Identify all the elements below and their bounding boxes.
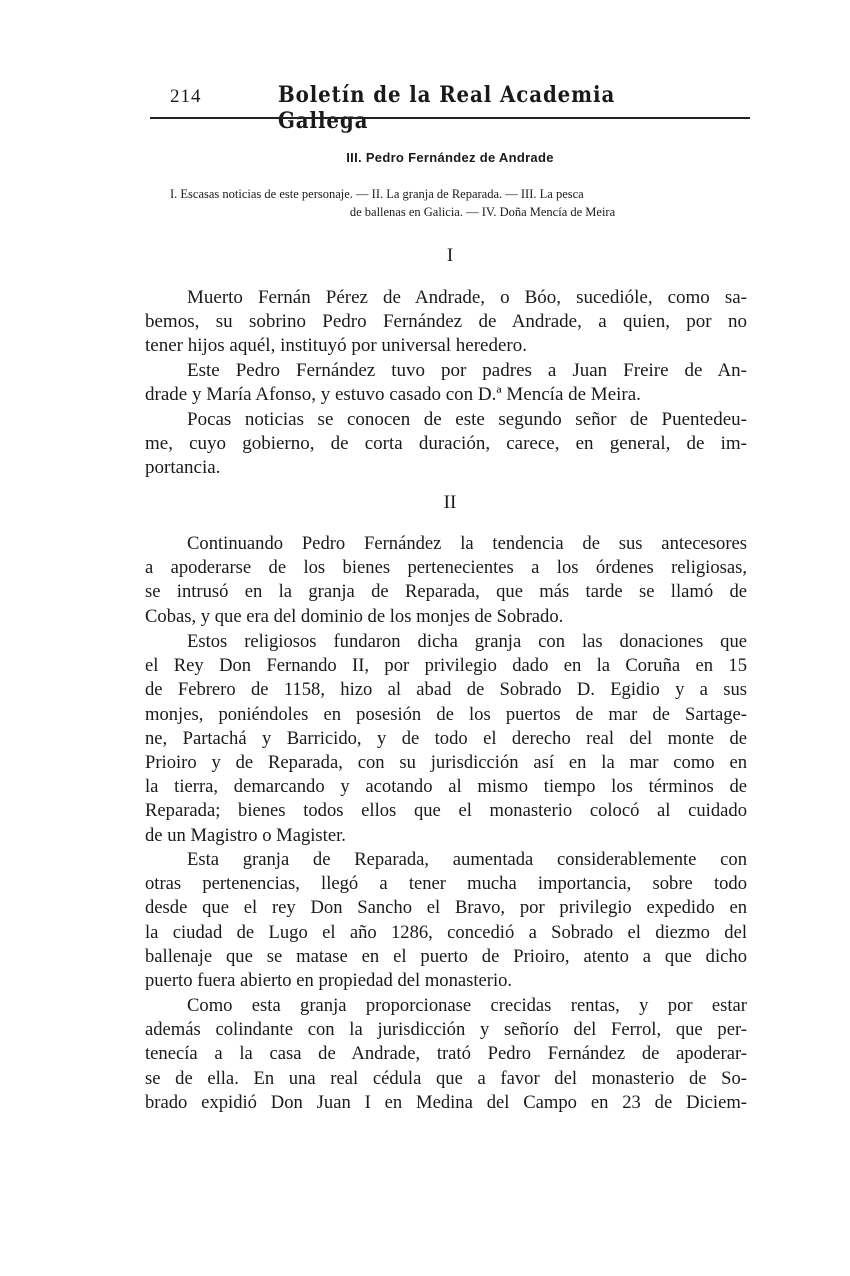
summary-line: I. Escasas noticias de este personaje. — II. La granja de Reparada. — III. La pesca bbox=[170, 187, 584, 201]
text-line: monjes, poniéndoles en posesión de los puertos de mar de Sartage- bbox=[145, 703, 747, 725]
text-line: ne, Partachá y Barricido, y de todo el derecho real del monte de bbox=[145, 727, 747, 749]
text-line: Reparada; bienes todos ellos que el monasterio colocó al cuidado bbox=[145, 800, 747, 822]
page-header bbox=[150, 82, 750, 134]
text-line: a apoderarse de los bienes pertenecientes a los órdenes religiosas, bbox=[145, 557, 747, 579]
text-line: Pocas noticias se conocen de este segundo señor de Puentedeu- bbox=[187, 409, 747, 430]
text-line: Estos religiosos fundaron dicha granja con las donaciones que bbox=[187, 631, 747, 652]
paragraph-5 bbox=[145, 630, 747, 848]
paragraph-4 bbox=[145, 532, 747, 629]
text-line: Este Pedro Fernández tuvo por padres a Juan Freire de An- bbox=[187, 360, 747, 381]
paragraph-6 bbox=[145, 848, 747, 993]
text-line: la tierra, demarcando y acotando al mismo tiempo los términos de bbox=[145, 776, 747, 798]
text-line: Esta granja de Reparada, aumentada considerablemente con bbox=[187, 849, 747, 870]
chapter-title: III. Pedro Fernández de Andrade bbox=[346, 150, 554, 165]
summary-line: de ballenas en Galicia. — IV. Doña Mencía de Meira bbox=[349, 205, 616, 219]
text-line: me, cuyo gobierno, de corta duración, carece, en general, de im- bbox=[145, 433, 747, 455]
text-line: tenecía a la casa de Andrade, trató Pedro Fernández de apoderar- bbox=[145, 1043, 747, 1065]
running-title: Boletín de la Real Academia Gallega bbox=[278, 82, 616, 134]
text-line: se de ella. En una real cédula que a favor del monasterio de So- bbox=[145, 1067, 747, 1089]
page-number: 214 bbox=[170, 86, 202, 107]
text-line: brado expidió Don Juan I en Medina del Campo en 23 de Diciem- bbox=[145, 1091, 747, 1113]
text-line: Prioiro y de Reparada, con su jurisdicción así en la mar como en bbox=[145, 752, 747, 774]
text-line: Muerto Fernán Pérez de Andrade, o Bóo, sucedióle, como sa- bbox=[187, 287, 747, 308]
text-line: puerto fuera abierto en propiedad del monasterio. bbox=[145, 970, 513, 992]
text-line: además colindante con la jurisdicción y señorío del Ferrol, que per- bbox=[145, 1019, 747, 1041]
paragraph-3 bbox=[145, 408, 747, 481]
text-line: Continuando Pedro Fernández la tendencia de sus antecesores bbox=[187, 533, 747, 554]
text-line: portancia. bbox=[145, 457, 221, 479]
text-line: la ciudad de Lugo el año 1286, concedió a Sobrado el diezmo del bbox=[145, 921, 747, 943]
text-line: bemos, su sobrino Pedro Fernández de Andrade, a quien, por no bbox=[145, 311, 747, 333]
text-line: otras pertenencias, llegó a tener mucha importancia, sobre todo bbox=[145, 873, 747, 895]
section-numeral-1: I bbox=[446, 245, 454, 266]
text-line: drade y María Afonso, y estuvo casado con D.ª Mencía de Meira. bbox=[145, 384, 641, 406]
text-line: Como esta granja proporcionase crecidas rentas, y por estar bbox=[187, 995, 747, 1016]
text-line: ballenaje que se matase en el puerto de Prioiro, atento a que dicho bbox=[145, 945, 747, 967]
paragraph-1 bbox=[145, 286, 747, 359]
section-numeral-2: II bbox=[443, 492, 457, 513]
text-line: de Febrero de 1158, hizo al abad de Sobrado D. Egidio y a sus bbox=[145, 679, 747, 701]
paragraph-2 bbox=[145, 359, 747, 407]
text-line: tener hijos aquél, instituyó por universal heredero. bbox=[145, 335, 528, 357]
chapter-summary bbox=[170, 185, 755, 221]
text-line: el Rey Don Fernando II, por privilegio dado en la Coruña en 15 bbox=[145, 655, 747, 677]
text-line: Cobas, y que era del dominio de los monjes de Sobrado. bbox=[145, 605, 564, 627]
header-rule bbox=[150, 117, 750, 119]
text-line: de un Magistro o Magister. bbox=[145, 824, 346, 846]
text-line: desde que el rey Don Sancho el Bravo, por privilegio expedido en bbox=[145, 897, 747, 919]
paragraph-7 bbox=[145, 994, 747, 1115]
text-line: se intrusó en la granja de Reparada, que más tarde se llamó de bbox=[145, 581, 747, 603]
